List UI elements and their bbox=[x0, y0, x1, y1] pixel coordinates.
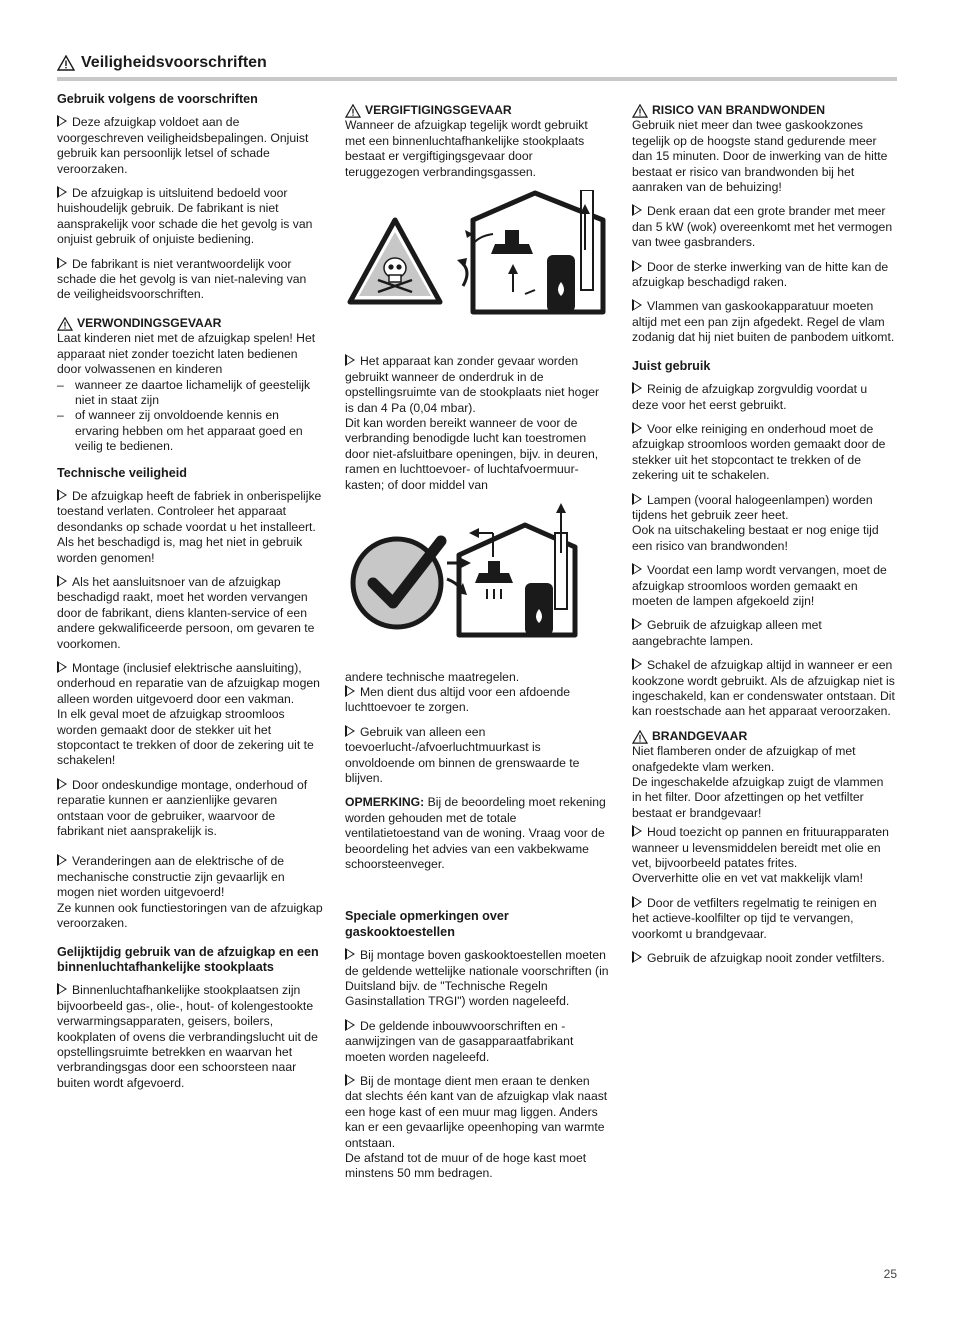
paragraph: Lampen (vooral halogeenlampen) worden tijdens het gebruik zeer heet. bbox=[632, 492, 873, 522]
pointer-icon bbox=[632, 299, 642, 311]
page-header bbox=[57, 54, 897, 81]
paragraph: Deze afzuigkap voldoet aan de voorgeschreven veiligheidsbepalingen. Onjuist gebruik kan persoonlijk letsel of schade veroorzaken. bbox=[57, 115, 309, 176]
paragraph: De afzuigkap heeft de fabriek in onberispelijke toestand verlaten. Controleer het apparaat desondanks op schade voordat u het installeert. Als het beschadigd is, mag het niet in gebruik worden genomen! bbox=[57, 488, 322, 565]
pointer-icon bbox=[57, 661, 67, 673]
pointer-icon bbox=[345, 948, 355, 960]
pointer-icon bbox=[632, 658, 642, 670]
warning-text: Laat kinderen niet met de afzuigkap spelen! Het apparaat niet zonder toezicht laten bedienen door volwassenen en kinderen bbox=[57, 331, 316, 377]
heading-gas-cookers: Speciale opmerkingen over gaskooktoestellen bbox=[345, 909, 509, 939]
warning-icon bbox=[345, 104, 361, 118]
warning-icon bbox=[632, 104, 648, 118]
column-2 bbox=[345, 103, 609, 1191]
paragraph: Als het aansluitsnoer van de afzuigkap beschadigd raakt, moet het worden vervangen door de fabrikant, diens klanten-service of een andere gekwalificeerde persoon, om gevaren te voorkomen. bbox=[57, 574, 315, 651]
warning-heading-fire: BRANDGEVAAR bbox=[632, 729, 896, 744]
paragraph: Schakel de afzuigkap altijd in wanneer er een kookzone wordt gebruikt. Als de afzuigkap niet is ingeschakeld, kan er condenswater ontstaan. Dit kan roestschade aan het apparaat veroorzaken. bbox=[632, 658, 895, 719]
pointer-icon bbox=[632, 896, 642, 908]
paragraph: Voor elke reiniging en onderhoud moet de afzuigkap stroomloos worden gemaakt door de stekker uit het stopcontact te trekken of de zekering uit te schakelen. bbox=[632, 421, 886, 483]
pointer-icon bbox=[632, 382, 642, 394]
paragraph: De geldende inbouwvoorschriften en -aanwijzingen van de gasapparaatfabrikant moeten worden nageleefd. bbox=[345, 1018, 574, 1064]
heading-simultaneous-use: Gelijktijdig gebruik van de afzuigkap en een binnenluchtafhankelijke stookplaats bbox=[57, 944, 319, 974]
pointer-icon bbox=[57, 778, 67, 790]
list-item: – of wanneer zij onvoldoende kennis en ervaring hebben om het apparaat goed en veilig te bedienen. bbox=[57, 408, 323, 454]
pointer-icon bbox=[345, 685, 355, 697]
warning-heading-poisoning: VERGIFTIGINGSGEVAAR bbox=[345, 103, 609, 118]
paragraph: In elk geval moet de afzuigkap stroomloos worden gemaakt door de stekker uit het stopcontact te trekken of door de zekering uit te schakelen! bbox=[57, 707, 314, 768]
paragraph: Dit kan worden bereikt wanneer de voor de verbranding benodigde lucht kan toestromen door niet-afsluitbare openingen, bijv. in deuren, ramen en luchttoevoer- of luchtafvoermuur-kasten; of door middel van bbox=[345, 416, 599, 492]
heading-intended-use: Gebruik volgens de voorschriften bbox=[57, 92, 258, 106]
paragraph: Voordat een lamp wordt vervangen, moet de afzuigkap stroomloos worden gemaakt en moeten de lampen afgekoeld zijn! bbox=[632, 563, 887, 608]
column-3 bbox=[632, 103, 896, 976]
warning-text: De ingeschakelde afzuigkap zuigt de vlammen in het filter. Door afzettingen op het vetfilter bestaat er brandgevaar! bbox=[632, 775, 884, 820]
list-item: – wanneer ze daartoe lichamelijk of geestelijk niet in staat zijn bbox=[57, 378, 323, 409]
pointer-icon bbox=[632, 563, 642, 575]
paragraph: Ook na uitschakeling bestaat er nog enige tijd een risico van brandwonden! bbox=[632, 523, 879, 553]
paragraph: Bij de montage dient men eraan te denken dat slechts één kant van de afzuigkap vlak naast een hoge kast of een muur mag liggen. Anders kan er een gevaarlijke opeenhoping van warmte ontstaan. bbox=[345, 1074, 608, 1150]
pointer-icon bbox=[632, 618, 642, 630]
paragraph: Door de sterke inwerking van de hitte kan de afzuigkap beschadigd raken. bbox=[632, 259, 889, 290]
paragraph: Vlammen van gaskookapparatuur moeten altijd met een pan zijn afgedekt. Regel de vlam zodanig dat hij niet buiten de panbodem uitkomt. bbox=[632, 299, 895, 345]
pointer-icon bbox=[345, 725, 355, 737]
paragraph: De afstand tot de muur of de hoge kast moet minstens 50 mm bedragen. bbox=[345, 1151, 587, 1181]
header-rule bbox=[57, 77, 897, 81]
pointer-icon bbox=[632, 951, 642, 963]
pointer-icon bbox=[632, 422, 642, 434]
paragraph: Gebruik de afzuigkap nooit zonder vetfilters. bbox=[632, 951, 896, 966]
paragraph: Binnenluchtafhankelijke stookplaatsen zijn bijvoorbeeld gas-, olie-, hout- of kolengestookte verwarmingsapparaten, geisers, boilers, kookplaten of ovens die verbrandingslucht uit de opstellingsruimte betrekken en waarvan het verbrandingsgas door een schoorsteen naar buiten wordt afgevoerd. bbox=[57, 983, 318, 1090]
pointer-icon bbox=[57, 854, 67, 866]
pointer-icon bbox=[57, 575, 67, 587]
pointer-icon bbox=[632, 204, 642, 216]
paragraph: Men dient dus altijd voor een afdoende luchttoevoer te zorgen. bbox=[345, 684, 571, 715]
paragraph: Houd toezicht op pannen en frituurapparaten wanneer u levensmiddelen bereidt met olie en vet, bijvoorbeeld patates frites. bbox=[632, 825, 889, 871]
paragraph: Het apparaat kan zonder gevaar worden gebruikt wanneer de onderdruk in de opstellingsruimte van de stookplaats niet hoger is dan 4 Pa (0,04 mbar). bbox=[345, 354, 600, 415]
paragraph: Door de vetfilters regelmatig te reinigen en het actieve-koolfilter op tijd te vervangen, voorkomt u brandgevaar. bbox=[632, 895, 877, 941]
warning-heading-burns: RISICO VAN BRANDWONDEN bbox=[632, 103, 896, 118]
warning-icon bbox=[57, 55, 75, 71]
pointer-icon bbox=[57, 186, 67, 198]
page-title-text: Veiligheidsvoorschriften bbox=[81, 54, 267, 71]
page-number: 25 bbox=[883, 1267, 897, 1281]
warning-text: Wanneer de afzuigkap tegelijk wordt gebruikt met een binnenluchtafhankelijke stookplaats bestaat er vergiftigingsgevaar door teruggezogen verbrandingsgassen. bbox=[345, 118, 588, 179]
illustration-correct-ventilation bbox=[345, 503, 609, 657]
paragraph: Montage (inclusief elektrische aansluiting), onderhoud en reparatie van de afzuigkap mogen alleen worden uitgevoerd door een vakman. bbox=[57, 661, 320, 706]
note-paragraph: OPMERKING: Bij de beoordeling moet rekening worden gehouden met de totale ventilatietoestand van de woning. Vraag voor de beoordeling het advies van een vakbekwame schoorsteenveger. bbox=[345, 795, 606, 871]
paragraph: Reinig de afzuigkap zorgvuldig voordat u deze voor het eerst gebruikt. bbox=[632, 382, 868, 412]
warning-list bbox=[57, 378, 323, 455]
paragraph: De afzuigkap is uitsluitend bedoeld voor huishoudelijk gebruik. De fabrikant is niet aansprakelijk voor schade die het gevolg is van onjuist gebruik of onjuiste bediening. bbox=[57, 186, 313, 247]
paragraph: Veranderingen aan de elektrische of de mechanische constructie zijn gevaarlijk en mogen niet worden uitgevoerd! bbox=[57, 854, 285, 900]
pointer-icon bbox=[345, 354, 355, 366]
correct-ventilation-illustration bbox=[345, 503, 609, 653]
paragraph: Door ondeskundige montage, onderhoud of reparatie kunnen er aanzienlijke gevaren ontstaan voor de gebruiker, waarvoor de fabrikant niet aansprakelijk is. bbox=[57, 777, 308, 839]
paragraph: Denk eraan dat een grote brander met meer dan 5 kW (wok) overeenkomt met het vermogen van twee gasbranders. bbox=[632, 204, 893, 250]
paragraph: De fabrikant is niet verantwoordelijk voor schade die het gevolg is van niet-naleving van de veiligheidsvoorschriften. bbox=[57, 256, 307, 302]
paragraph: andere technische maatregelen. bbox=[345, 669, 520, 684]
warning-icon bbox=[632, 730, 648, 744]
pointer-icon bbox=[632, 825, 642, 837]
heading-technical-safety: Technische veiligheid bbox=[57, 465, 187, 480]
pointer-icon bbox=[345, 1019, 355, 1031]
warning-icon bbox=[57, 317, 73, 331]
pointer-icon bbox=[632, 260, 642, 272]
paragraph: Ze kunnen ook functiestoringen van de afzuigkap veroorzaken. bbox=[57, 900, 323, 931]
paragraph: Bij montage boven gaskooktoestellen moeten de geldende wettelijke nationale voorschriften (in Duitsland bijv. de "Technische Regeln Gasinstallation TRGI") worden nageleefd. bbox=[345, 948, 609, 1009]
heading-correct-use: Juist gebruik bbox=[632, 358, 711, 373]
warning-text: Gebruik niet meer dan twee gaskookzones tegelijk op de hoogste stand gedurende meer dan 15 minuten. Door de inwerking van de hitte bestaat er risico van brandwonden bij het aanraken van de behuizing! bbox=[632, 118, 888, 195]
warning-text: Niet flamberen onder de afzuigkap of met onafgedekte vlam werken. bbox=[632, 744, 856, 774]
warning-heading-injury: VERWONDINGSGEVAAR bbox=[57, 316, 323, 331]
pointer-icon bbox=[57, 115, 67, 127]
paragraph: Gebruik de afzuigkap alleen met aangebrachte lampen. bbox=[632, 618, 822, 648]
paragraph: Gebruik van alleen een toevoerlucht-/afvoerluchtmuurkast is onvoldoende om binnen de grenswaarde te blijven. bbox=[345, 724, 580, 785]
illustration-poison-hazard bbox=[345, 190, 609, 342]
column-1 bbox=[57, 92, 323, 1100]
pointer-icon bbox=[57, 489, 67, 501]
pointer-icon bbox=[57, 983, 67, 995]
page-title bbox=[57, 54, 897, 72]
pointer-icon bbox=[345, 1074, 355, 1086]
pointer-icon bbox=[632, 493, 642, 505]
paragraph: Oververhitte olie en vet vat makkelijk vlam! bbox=[632, 871, 863, 886]
poison-hazard-illustration bbox=[345, 190, 609, 338]
pointer-icon bbox=[57, 257, 67, 269]
